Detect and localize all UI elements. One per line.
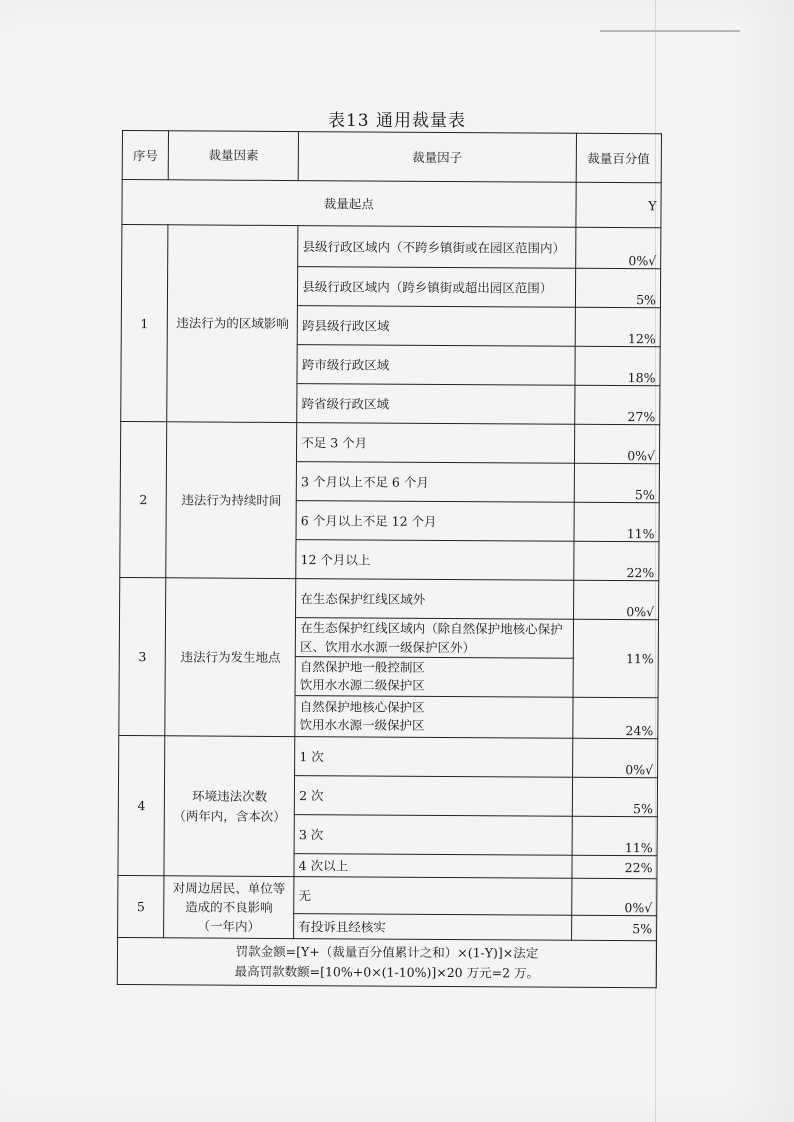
- percent-cell: 0%√: [571, 878, 657, 916]
- max-fine-text: 最高罚款数额=[10%+0×(1-10%)]×20 万元=2 万。: [234, 963, 540, 981]
- option-cell: 6 个月以上不足 12 个月: [296, 501, 574, 542]
- scan-mark: [600, 30, 740, 32]
- percent-cell: 0%√: [573, 580, 659, 620]
- option-cell: 跨市级行政区域: [297, 345, 575, 386]
- formula-cell: [117, 937, 656, 987]
- percent-cell: 18%: [574, 346, 660, 386]
- percent-cell: 12%: [575, 307, 661, 347]
- group-factor: 违法行为发生地点: [165, 578, 296, 737]
- percent-cell: 0%√: [575, 227, 661, 269]
- option-cell: 不足 3 个月: [297, 423, 575, 464]
- option-line: 饮用水水源二级保护区: [299, 677, 425, 693]
- option-line: 自然保护地一般控制区: [299, 659, 425, 675]
- formula-row: [117, 937, 656, 987]
- group-factor-note: （两年内，含本次）: [173, 807, 286, 824]
- option-cell: 无: [294, 877, 572, 916]
- table-row: [120, 577, 659, 619]
- percent-cell: 0%√: [572, 738, 658, 778]
- option-cell: 1 次: [295, 737, 573, 778]
- percent-cell: 11%: [573, 619, 659, 698]
- percent-cell: 5%: [572, 777, 658, 817]
- header-percent: 裁量百分值: [576, 133, 662, 183]
- table-row: [120, 421, 659, 463]
- header-factor: 裁量因素: [168, 131, 298, 181]
- group-factor-cell: [164, 876, 294, 939]
- group-factor-note: （一年内）: [197, 918, 261, 934]
- group-index: 2: [120, 421, 167, 577]
- baseline-value: Y: [575, 182, 661, 228]
- option-line: 饮用水水源一级保护区: [299, 717, 425, 733]
- option-cell: [295, 696, 573, 739]
- option-cell: 跨县级行政区域: [297, 306, 575, 347]
- group-index: 1: [121, 225, 168, 422]
- group-factor: 对周边居民、单位等造成的不良影响: [172, 880, 286, 915]
- option-cell: 4 次以上: [294, 854, 571, 879]
- option-cell: 有投诉且经核实: [294, 914, 571, 941]
- percent-cell: 24%: [572, 697, 658, 739]
- option-cell: 县级行政区域内（不跨乡镇街或在园区范围内）: [298, 226, 576, 269]
- percent-cell: 5%: [575, 268, 661, 308]
- discretion-table: [117, 130, 662, 988]
- table-title: 表13 通用裁量表: [327, 111, 467, 131]
- header-row: [122, 131, 661, 183]
- group-factor-cell: [164, 736, 295, 877]
- table-row: [119, 735, 658, 777]
- percent-cell: 11%: [572, 816, 658, 856]
- group-index: 3: [119, 577, 166, 735]
- percent-cell: 0%√: [574, 424, 660, 464]
- option-cell: 3 个月以上不足 6 个月: [296, 462, 574, 503]
- option-line: 自然保护地核心保护区: [299, 699, 425, 715]
- table-row: [122, 225, 661, 269]
- group-index: 4: [118, 735, 165, 875]
- option-cell: 2 次: [295, 776, 573, 817]
- percent-cell: 11%: [574, 502, 660, 542]
- option-cell: 在生态保护红线区域外: [296, 579, 574, 620]
- option-cell: 3 次: [294, 815, 572, 856]
- percent-cell: 5%: [571, 915, 657, 941]
- percent-cell: 22%: [571, 855, 657, 879]
- option-cell: 在生态保护红线区域内（除自然保护地核心保护区、饮用水水源一级保护区外）: [295, 618, 573, 659]
- option-cell: 12 个月以上: [296, 540, 574, 581]
- option-cell: [295, 657, 573, 698]
- header-option: 裁量因子: [298, 132, 576, 183]
- percent-cell: 22%: [573, 541, 659, 581]
- table-row: [118, 875, 657, 915]
- group-factor: 环境违法次数: [192, 787, 268, 804]
- group-factor: 违法行为的区域影响: [167, 225, 298, 423]
- baseline-label: 裁量起点: [122, 180, 576, 228]
- group-factor: 违法行为持续时间: [166, 422, 297, 579]
- option-cell: 跨省级行政区域: [297, 384, 575, 425]
- header-index: 序号: [122, 131, 169, 180]
- group-index: 5: [118, 875, 165, 937]
- option-cell: 县级行政区域内（跨乡镇街或超出园区范围）: [298, 267, 576, 308]
- baseline-row: [122, 180, 661, 228]
- percent-cell: 27%: [574, 385, 660, 425]
- formula-text: 罚款金额=[Y+（裁量百分值累计之和）×(1-Y)]×法定: [235, 943, 539, 961]
- percent-cell: 5%: [574, 463, 660, 503]
